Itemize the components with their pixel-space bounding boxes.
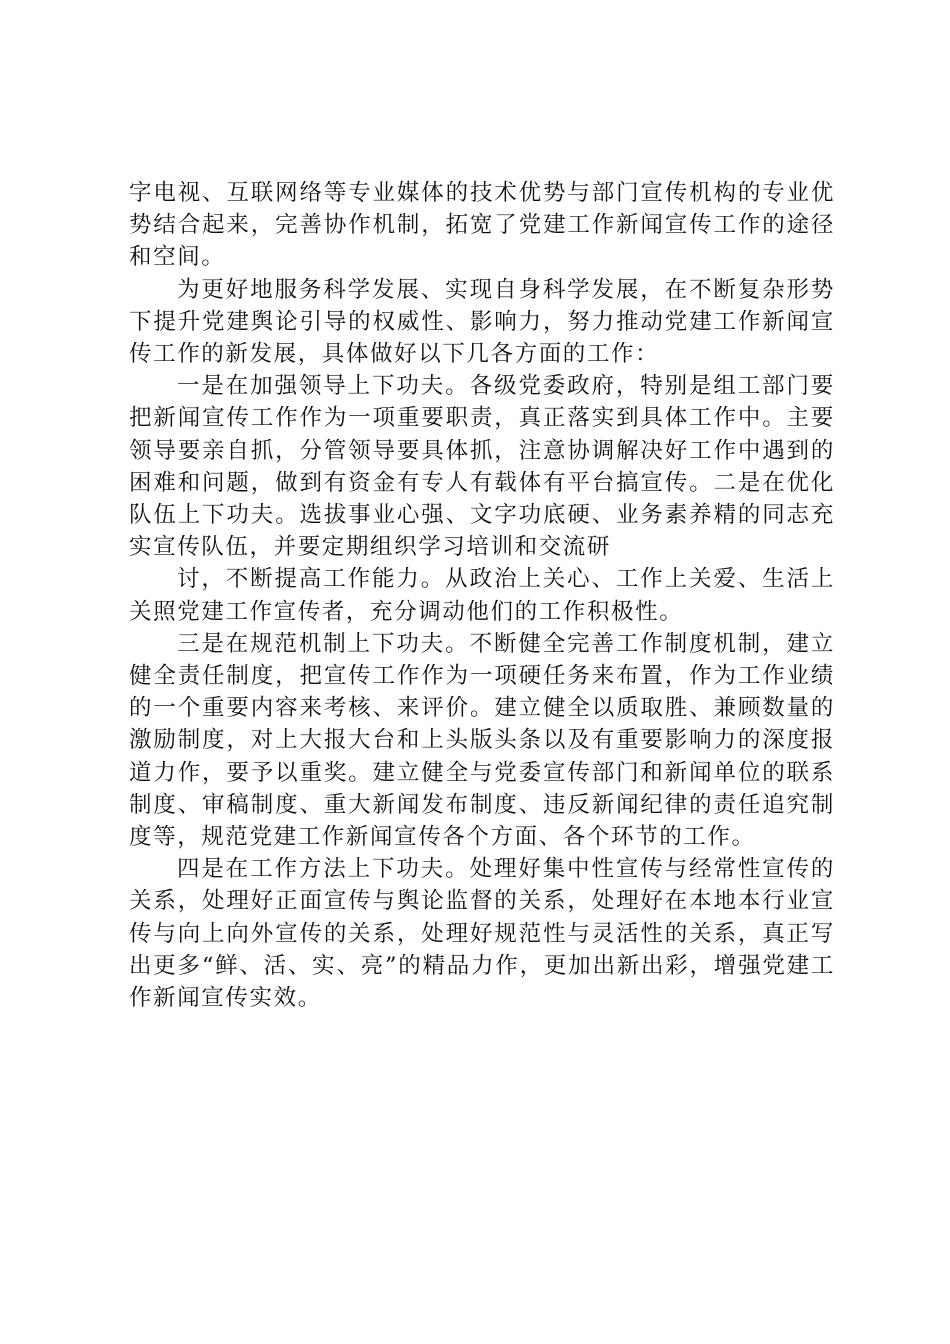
paragraph-2: 为更好地服务科学发展、实现自身科学发展，在不断复杂形势下提升党建舆论引导的权威性、影响力，努力推动党建工作新闻宣传工作的新发展，具体做好以下几各方面的工作： — [129, 276, 835, 368]
paragraph-6: 四是在工作方法上下功夫。处理好集中性宣传与经常性宣传的关系，处理好正面宣传与舆论监督的关系，处理好在本地本行业宣传与向上向外宣传的关系，处理好规范性与灵活性的关系，真正写出更多“鲜、活、实、亮”的精品力作，更加出新出彩，增强党建工作新闻宣传实效。 — [129, 856, 835, 1012]
body-text — [129, 177, 835, 1014]
paragraph-4: 讨，不断提高工作能力。从政治上关心、工作上关爱、生活上关照党建工作宣传者，充分调动他们的工作积极性。 — [129, 566, 835, 625]
paragraph-1: 字电视、互联网络等专业媒体的技术优势与部门宣传机构的专业优势结合起来，完善协作机制，拓宽了党建工作新闻宣传工作的途径和空间。 — [129, 180, 835, 271]
paragraph-3: 一是在加强领导上下功夫。各级党委政府，特别是组工部门要把新闻宣传工作作为一项重要职责，真正落实到具体工作中。主要领导要亲自抓，分管领导要具体抓，注意协调解决好工作中遇到的困难和问题，做到有资金有专人有载体有平台搞宣传。二是在优化队伍上下功夫。选拔事业心强、文字功底硬、业务素养精的同志充实宣传队伍，并要定期组织学习培训和交流研 — [129, 373, 835, 561]
paragraph-5: 三是在规范机制上下功夫。不断健全完善工作制度机制，建立健全责任制度，把宣传工作作为一项硬任务来布置，作为工作业绩的一个重要内容来考核、来评价。建立健全以质取胜、兼顾数量的激励制度，对上大报大台和上头版头条以及有重要影响力的深度报道力作，要予以重奖。建立健全与党委宣传部门和新闻单位的联系制度、审稿制度、重大新闻发布制度、违反新闻纪律的责任追究制度等，规范党建工作新闻宣传各个方面、各个环节的工作。 — [129, 630, 835, 851]
